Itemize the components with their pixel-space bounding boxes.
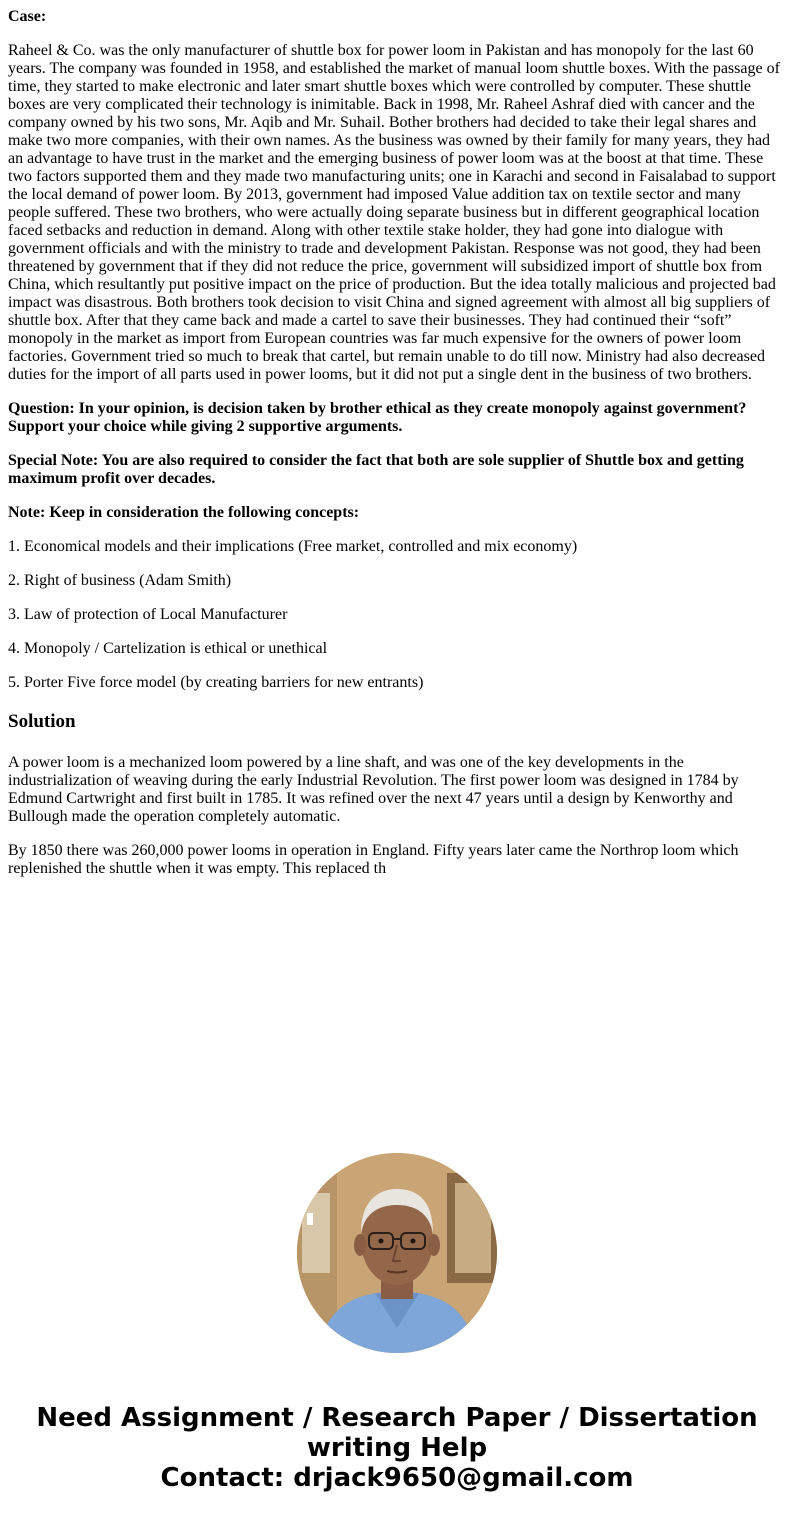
note-item-5: 5. Porter Five force model (by creating barriers for new entrants) <box>8 674 424 691</box>
promo-line-1: Need Assignment / Research Paper / Dissertation <box>36 1403 758 1433</box>
note-item-3: 3. Law of protection of Local Manufacturer <box>8 606 288 623</box>
note-heading: Note: Keep in consideration the following concepts: <box>8 504 360 521</box>
case-body: Raheel & Co. was the only manufacturer of shuttle box for power loom in Pakistan and has monopoly for the last 60 years. The company was founded in 1958, and established the market of manual loom shuttle boxes. With the passage of time, they started to make electronic and later smart shuttle boxes which were controlled by computer. These shuttle boxes are very complicated their technology is inimitable. Back in 1998, Mr. Raheel Ashraf died with cancer and the company owned by his two sons, Mr. Aqib and Mr. Suhail. Bother brothers had decided to take their legal shares and make two more companies, with their own names. As the business was owned by their family for many years, they had an advantage to have trust in the market and the emerging business of power loom was at the boost at that time. These two factors supported them and they made two manufacturing units; one in Karachi and second in Faisalabad to support the local demand of power loom. By 2013, government had imposed Value addition tax on textile sector and many people suffered. These two brothers, who were actually doing separate business but in different geographical location faced setbacks and reduction in demand. Along with other textile stake holder, they had gone into dialogue with government officials and with the ministry to trade and development Pakistan. Response was not good, they had been threatened by government that if they did not reduce the price, government will subsidized import of shuttle box from China, which resultantly put positive impact on the price of production. But the idea totally malicious and projected bad impact was disastrous. Both brothers took decision to visit China and signed agreement with almost all big suppliers of shuttle box. After that they came back and made a cartel to save their businesses. They had continued their “soft” monopoly in the market as import from European countries was far much expensive for the owners of power loom factories. Government tried so much to break that cartel, but remain unable to do till now. Ministry had also decreased duties for the import of all parts used in power looms, but it did not put a single dent in the business of two brothers. <box>8 42 780 383</box>
author-portrait-image <box>297 1153 497 1353</box>
question-text: Question: In your opinion, is decision taken by brother ethical as they create monopoly against government? Support your choice while giving 2 supportive arguments. <box>8 400 747 435</box>
note-item-4: 4. Monopoly / Cartelization is ethical or unethical <box>8 640 328 657</box>
solution-paragraph-1: A power loom is a mechanized loom powered by a line shaft, and was one of the key developments in the industrialization of weaving during the early Industrial Revolution. The first power loom was designed in 1784 by Edmund Cartwright and first built in 1785. It was refined over the next 47 years until a design by Kenworthy and Bullough made the operation completely automatic. <box>8 754 739 825</box>
promo-banner <box>0 1403 794 1493</box>
note-item-2: 2. Right of business (Adam Smith) <box>8 572 232 589</box>
solution-paragraph-2: By 1850 there was 260,000 power looms in operation in England. Fifty years later came the Northrop loom which replenished the shuttle when it was empty. This replaced th <box>8 842 739 877</box>
document-content <box>8 8 782 894</box>
promo-line-2: writing Help <box>306 1433 488 1463</box>
author-avatar <box>297 1153 497 1353</box>
note-item-1: 1. Economical models and their implications (Free market, controlled and mix economy) <box>8 538 578 555</box>
solution-heading: Solution <box>8 711 76 732</box>
special-note-text: Special Note: You are also required to consider the fact that both are sole supplier of Shuttle box and getting maximum profit over decades. <box>8 452 744 487</box>
promo-contact: Contact: drjack9650@gmail.com <box>160 1463 634 1493</box>
case-heading: Case: <box>8 8 47 25</box>
